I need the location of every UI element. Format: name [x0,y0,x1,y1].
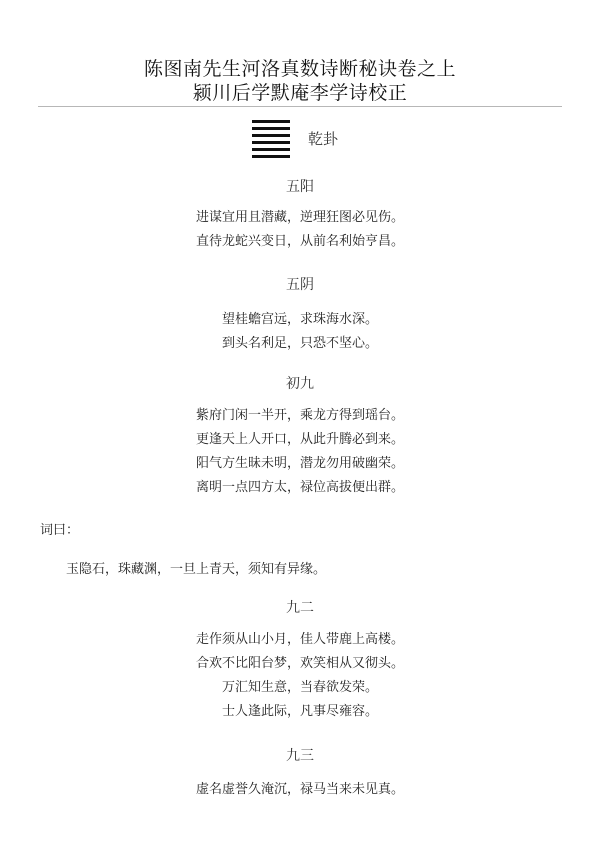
verse-line: 更逢天上人开口，从此升腾必到来。 [195,432,404,447]
verse-line: 万汇知生意，当春欲发荣。 [221,680,378,695]
section-heading: 五阳 [286,179,314,195]
document-subtitle: 颍川后学默庵李学诗校正 [192,82,408,104]
verse-line: 望桂蟾宫远，求珠海水深。 [221,312,378,327]
section-heading: 初九 [286,376,314,392]
verse-line: 到头名利足，只恐不坚心。 [221,336,378,351]
verse-line: 进谋宜用且潜藏，逆理狂图必见伤。 [195,210,404,225]
verse-line: 离明一点四方太，禄位高拔便出群。 [195,480,404,495]
verse-line: 士人逢此际，凡事尽雍容。 [221,704,378,719]
title-divider [38,106,562,107]
verse-block [0,628,600,724]
ci-text: 玉隐石，珠藏渊，一旦上青天，须知有异缘。 [66,562,327,577]
gua-name: 乾卦 [308,130,339,148]
document-title: 陈图南先生河洛真数诗断秘诀卷之上 [143,58,456,80]
section-heading: 九三 [286,748,314,764]
verse-line: 直待龙蛇兴变日，从前名利始亨昌。 [195,234,404,249]
section-heading: 九二 [286,600,314,616]
verse-line: 走作须从山小月，佳人带鹿上高楼。 [195,632,404,647]
ci-label: 词曰： [40,523,80,538]
verse-line: 阳气方生昧未明，潜龙勿用破幽荣。 [195,456,404,471]
verse-block [0,206,600,254]
verse-line: 虚名虚誉久淹沉，禄马当来未见真。 [195,782,404,797]
verse-block [0,404,600,500]
qian-trigram-icon [252,120,290,160]
section-heading: 五阴 [286,277,314,293]
verse-block [0,308,600,356]
verse-block [0,778,600,802]
verse-line: 紫府门闲一半开，乘龙方得到瑶台。 [195,408,404,423]
verse-line: 合欢不比阳台梦，欢笑相从又彻头。 [195,656,404,671]
